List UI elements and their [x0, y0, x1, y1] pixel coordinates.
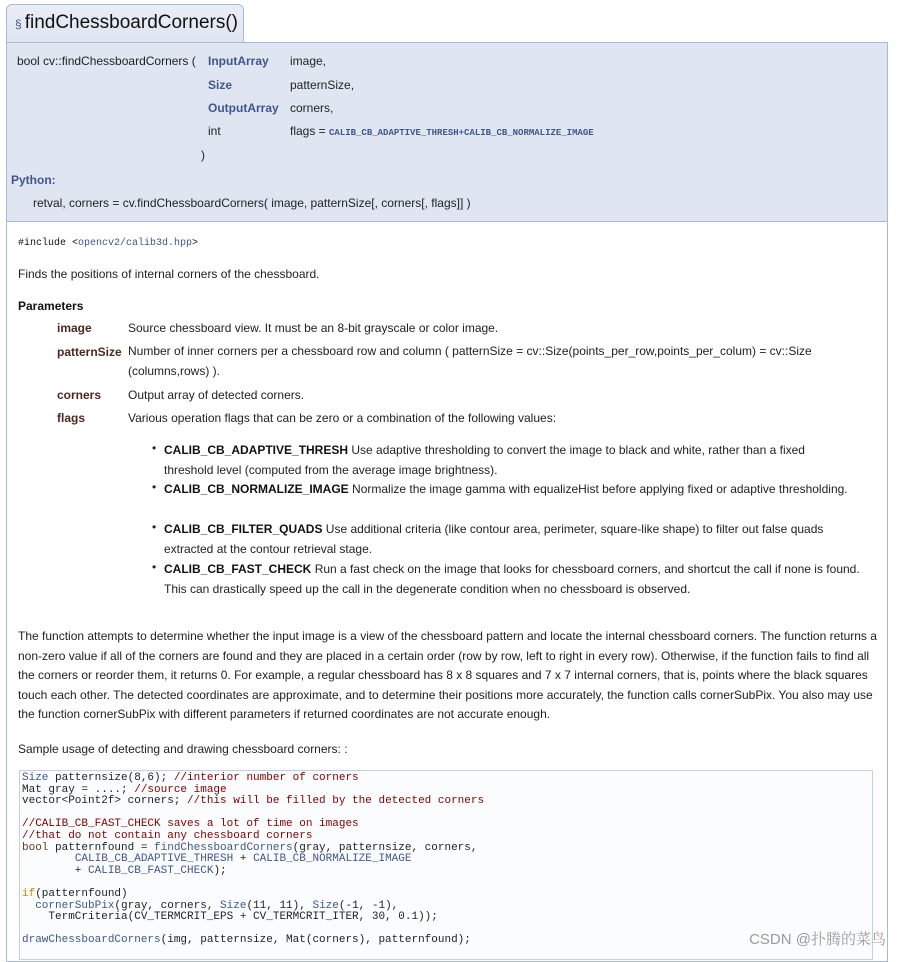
section-anchor-icon[interactable]: §	[15, 17, 22, 31]
code-line: Mat gray = ....; //source image	[22, 783, 227, 796]
param-label-corners: corners	[57, 388, 102, 402]
code-line: //CALIB_CB_FAST_CHECK saves a lot of time on images	[22, 818, 359, 831]
flag-item-normalize-image: CALIB_CB_NORMALIZE_IMAGE Normalize the image gamma with equalizeHist before applying fixed or adaptive thresholding.	[164, 482, 848, 496]
function-description: The function attempts to determine whether the input image is a view of the chessboard pattern and locate the internal chessboard corners. The function returns a non-zero value if all of the corners are found and they are placed in a certain order (row by row, left to right in every row). Otherwise, if the function fails to find all the corners or reorder them, it returns 0. For example, a regular chessboard has 8 x 8 squares and 7 x 7 internal corners, that is, points where the black squares touch each other. The detected coordinates are approximate, and to determine their positions more accurately, the function calls cornerSubPix. You also may use the function cornerSubPix with different parameters if returned coordinates are not accurate enough.	[18, 629, 877, 722]
list-item: •	[152, 441, 157, 455]
code-line: drawChessboardCorners(img, patternsize, Mat(corners), patternfound);	[22, 934, 471, 947]
include-line: #include <opencv2/calib3d.hpp>	[18, 238, 199, 249]
param-name-patternsize: patternSize,	[290, 78, 355, 92]
flags-default-link[interactable]: CALIB_CB_ADAPTIVE_THRESH+CALIB_CB_NORMALIZE_IMAGE	[329, 128, 594, 138]
python-signature: retval, corners = cv.findChessboardCorners( image, patternSize[, corners[, flags]] )	[33, 196, 471, 210]
param-label-flags: flags	[57, 411, 86, 425]
param-name-flags: flags =	[290, 124, 330, 138]
code-link-normalize-image[interactable]: CALIB_CB_NORMALIZE_IMAGE	[253, 853, 412, 866]
param-type-outputarray[interactable]: OutputArray	[208, 101, 279, 115]
include-file-link[interactable]: opencv2/calib3d.hpp	[78, 238, 193, 249]
code-line: + CALIB_CB_FAST_CHECK);	[22, 864, 227, 877]
code-line	[22, 877, 870, 889]
code-link-fast-check[interactable]: CALIB_CB_FAST_CHECK	[88, 864, 214, 877]
function-title: findChessboardCorners()	[24, 12, 239, 33]
param-type-int: int	[208, 124, 221, 138]
flag-item-filter-quads: CALIB_CB_FILTER_QUADS Use additional criteria (like contour area, perimeter, square-like shape) to filter out false quads extracted at the contour retrieval stage.	[164, 522, 824, 556]
param-desc-flags: Various operation flags that can be zero or a combination of the following values:	[128, 411, 557, 425]
param-name-image: image,	[290, 54, 327, 68]
watermark: CSDN @扑腾的菜鸟	[749, 931, 886, 948]
code-line: Size patternsize(8,6); //interior number of corners	[22, 772, 359, 784]
param-desc-patternsize: Number of inner corners per a chessboard row and column ( patternSize = cv::Size(points_per_row,points_per_colum) = cv::Size (columns,rows) ).	[128, 344, 812, 378]
code-line: TermCriteria(CV_TERMCRIT_EPS + CV_TERMCRIT_ITER, 30, 0.1));	[22, 911, 438, 924]
function-documentation	[6, 222, 888, 962]
param-name-corners: corners,	[290, 101, 334, 115]
code-line: vector<Point2f> corners; //this will be filled by the detected corners	[22, 795, 485, 808]
flag-item-fast-check: CALIB_CB_FAST_CHECK Run a fast check on the image that looks for chessboard corners, and shortcut the call if none is found. This can drastically speed up the call in the degenerate condition when no chessboard is observed.	[164, 562, 860, 596]
prototype-signature: bool cv::findChessboardCorners (	[17, 54, 196, 68]
code-link-drawchessboardcorners[interactable]: drawChessboardCorners	[22, 934, 161, 947]
function-prototype	[6, 42, 888, 222]
flag-item-adaptive-thresh: CALIB_CB_ADAPTIVE_THRESH Use adaptive thresholding to convert the image to black and white, rather than a fixed threshold level (computed from the average image brightness).	[164, 443, 805, 477]
param-desc-image: Source chessboard view. It must be an 8-bit grayscale or color image.	[128, 321, 499, 335]
brief-description: Finds the positions of internal corners of the chessboard.	[18, 267, 320, 281]
code-link-findchessboardcorners[interactable]: findChessboardCorners	[154, 841, 293, 854]
param-type-inputarray[interactable]: InputArray	[208, 54, 269, 68]
code-sample	[19, 770, 873, 960]
code-link-adaptive-thresh[interactable]: CALIB_CB_ADAPTIVE_THRESH	[74, 853, 234, 866]
list-item: •	[152, 520, 157, 534]
param-type-size[interactable]: Size	[208, 78, 233, 92]
code-link-cornersubpix[interactable]: cornerSubPix	[35, 899, 115, 912]
function-title-tab	[6, 4, 244, 42]
code-line: if(patternfound)	[22, 887, 128, 900]
sample-intro: Sample usage of detecting and drawing chessboard corners: :	[18, 742, 348, 756]
list-item: •	[152, 480, 157, 494]
code-line: CALIB_CB_ADAPTIVE_THRESH + CALIB_CB_NORMALIZE_IMAGE	[74, 853, 412, 866]
code-line: cornerSubPix(gray, corners, Size(11, 11), Size(-1, -1),	[35, 899, 399, 912]
code-line: bool patternfound = findChessboardCorners(gray, patternsize, corners,	[22, 841, 478, 854]
param-label-patternsize: patternSize	[57, 345, 122, 359]
prototype-close-paren: )	[201, 148, 205, 162]
param-label-image: image	[57, 321, 92, 335]
code-line: //that do not contain any chessboard corners	[22, 829, 313, 842]
python-label: Python:	[11, 173, 56, 187]
param-desc-corners: Output array of detected corners.	[128, 388, 305, 402]
list-item: •	[152, 560, 157, 574]
parameters-heading: Parameters	[18, 299, 84, 313]
